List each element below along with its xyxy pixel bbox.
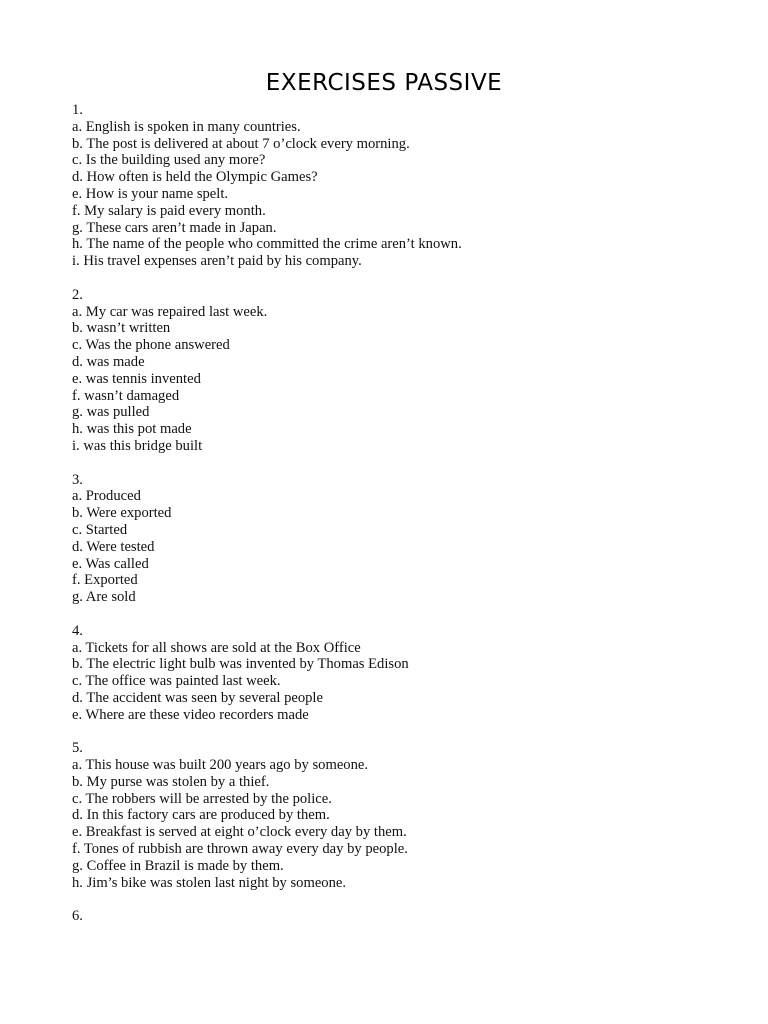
exercise-section-5 <box>72 740 712 891</box>
exercise-answer: d. The accident was seen by several people <box>72 689 323 706</box>
exercise-answer: h. was this pot made <box>72 421 192 438</box>
exercise-answer: d. How often is held the Olympic Games? <box>72 169 318 186</box>
exercise-answer: d. Were tested <box>72 538 155 555</box>
exercise-section-3 <box>72 472 712 606</box>
exercise-number: 3. <box>72 471 83 488</box>
page-title: EXERCISES PASSIVE <box>265 70 503 96</box>
exercise-answer: a. My car was repaired last week. <box>72 303 268 320</box>
exercise-answer: h. Jim’s bike was stolen last night by someone. <box>72 874 347 891</box>
exercise-section-1 <box>72 102 712 270</box>
exercise-answer: f. My salary is paid every month. <box>72 202 266 219</box>
exercise-number: 4. <box>72 622 83 639</box>
exercise-answer: e. Breakfast is served at eight o’clock every day by them. <box>72 824 407 841</box>
exercise-answer: g. Are sold <box>72 589 136 606</box>
exercise-list <box>72 102 712 942</box>
exercise-answer: c. Was the phone answered <box>72 337 230 354</box>
exercise-answer: h. The name of the people who committed the crime aren’t known. <box>72 236 462 253</box>
exercise-section-4 <box>72 623 712 724</box>
exercise-number: 2. <box>72 286 83 303</box>
exercise-answer: a. This house was built 200 years ago by someone. <box>72 757 369 774</box>
exercise-answer: c. The robbers will be arrested by the police. <box>72 790 332 807</box>
exercise-answer: e. Was called <box>72 555 149 572</box>
exercise-answer: e. Where are these video recorders made <box>72 706 309 723</box>
exercise-section-2 <box>72 287 712 455</box>
exercise-answer: b. wasn’t written <box>72 320 171 337</box>
exercise-answer: a. Tickets for all shows are sold at the Box Office <box>72 639 361 656</box>
exercise-answer: c. Started <box>72 521 128 538</box>
exercise-answer: c. The office was painted last week. <box>72 673 281 690</box>
exercise-answer: b. The post is delivered at about 7 o’clock every morning. <box>72 135 410 152</box>
exercise-number: 1. <box>72 102 83 118</box>
exercise-answer: d. In this factory cars are produced by them. <box>72 807 330 824</box>
exercise-answer: e. was tennis invented <box>72 370 201 387</box>
exercise-answer: i. was this bridge built <box>72 437 203 454</box>
exercise-answer: i. His travel expenses aren’t paid by his company. <box>72 253 362 270</box>
exercise-number: 5. <box>72 740 83 757</box>
exercise-answer: f. Tones of rubbish are thrown away every day by people. <box>72 841 408 858</box>
exercise-answer: b. Were exported <box>72 505 172 522</box>
exercise-answer: c. Is the building used any more? <box>72 152 266 169</box>
exercise-answer: f. wasn’t damaged <box>72 387 180 404</box>
exercise-answer: d. was made <box>72 353 145 370</box>
exercise-answer: b. My purse was stolen by a thief. <box>72 773 270 790</box>
exercise-answer: e. How is your name spelt. <box>72 185 229 202</box>
exercise-answer: g. was pulled <box>72 404 150 421</box>
exercise-answer: g. These cars aren’t made in Japan. <box>72 219 277 236</box>
exercise-answer: g. Coffee in Brazil is made by them. <box>72 857 284 874</box>
exercise-answer: a. Produced <box>72 488 141 505</box>
exercise-answer: f. Exported <box>72 572 138 589</box>
exercise-answer: a. English is spoken in many countries. <box>72 118 301 135</box>
exercise-number: 6. <box>72 908 83 925</box>
exercise-answer: b. The electric light bulb was invented by Thomas Edison <box>72 656 409 673</box>
exercise-section-6 <box>72 908 712 925</box>
